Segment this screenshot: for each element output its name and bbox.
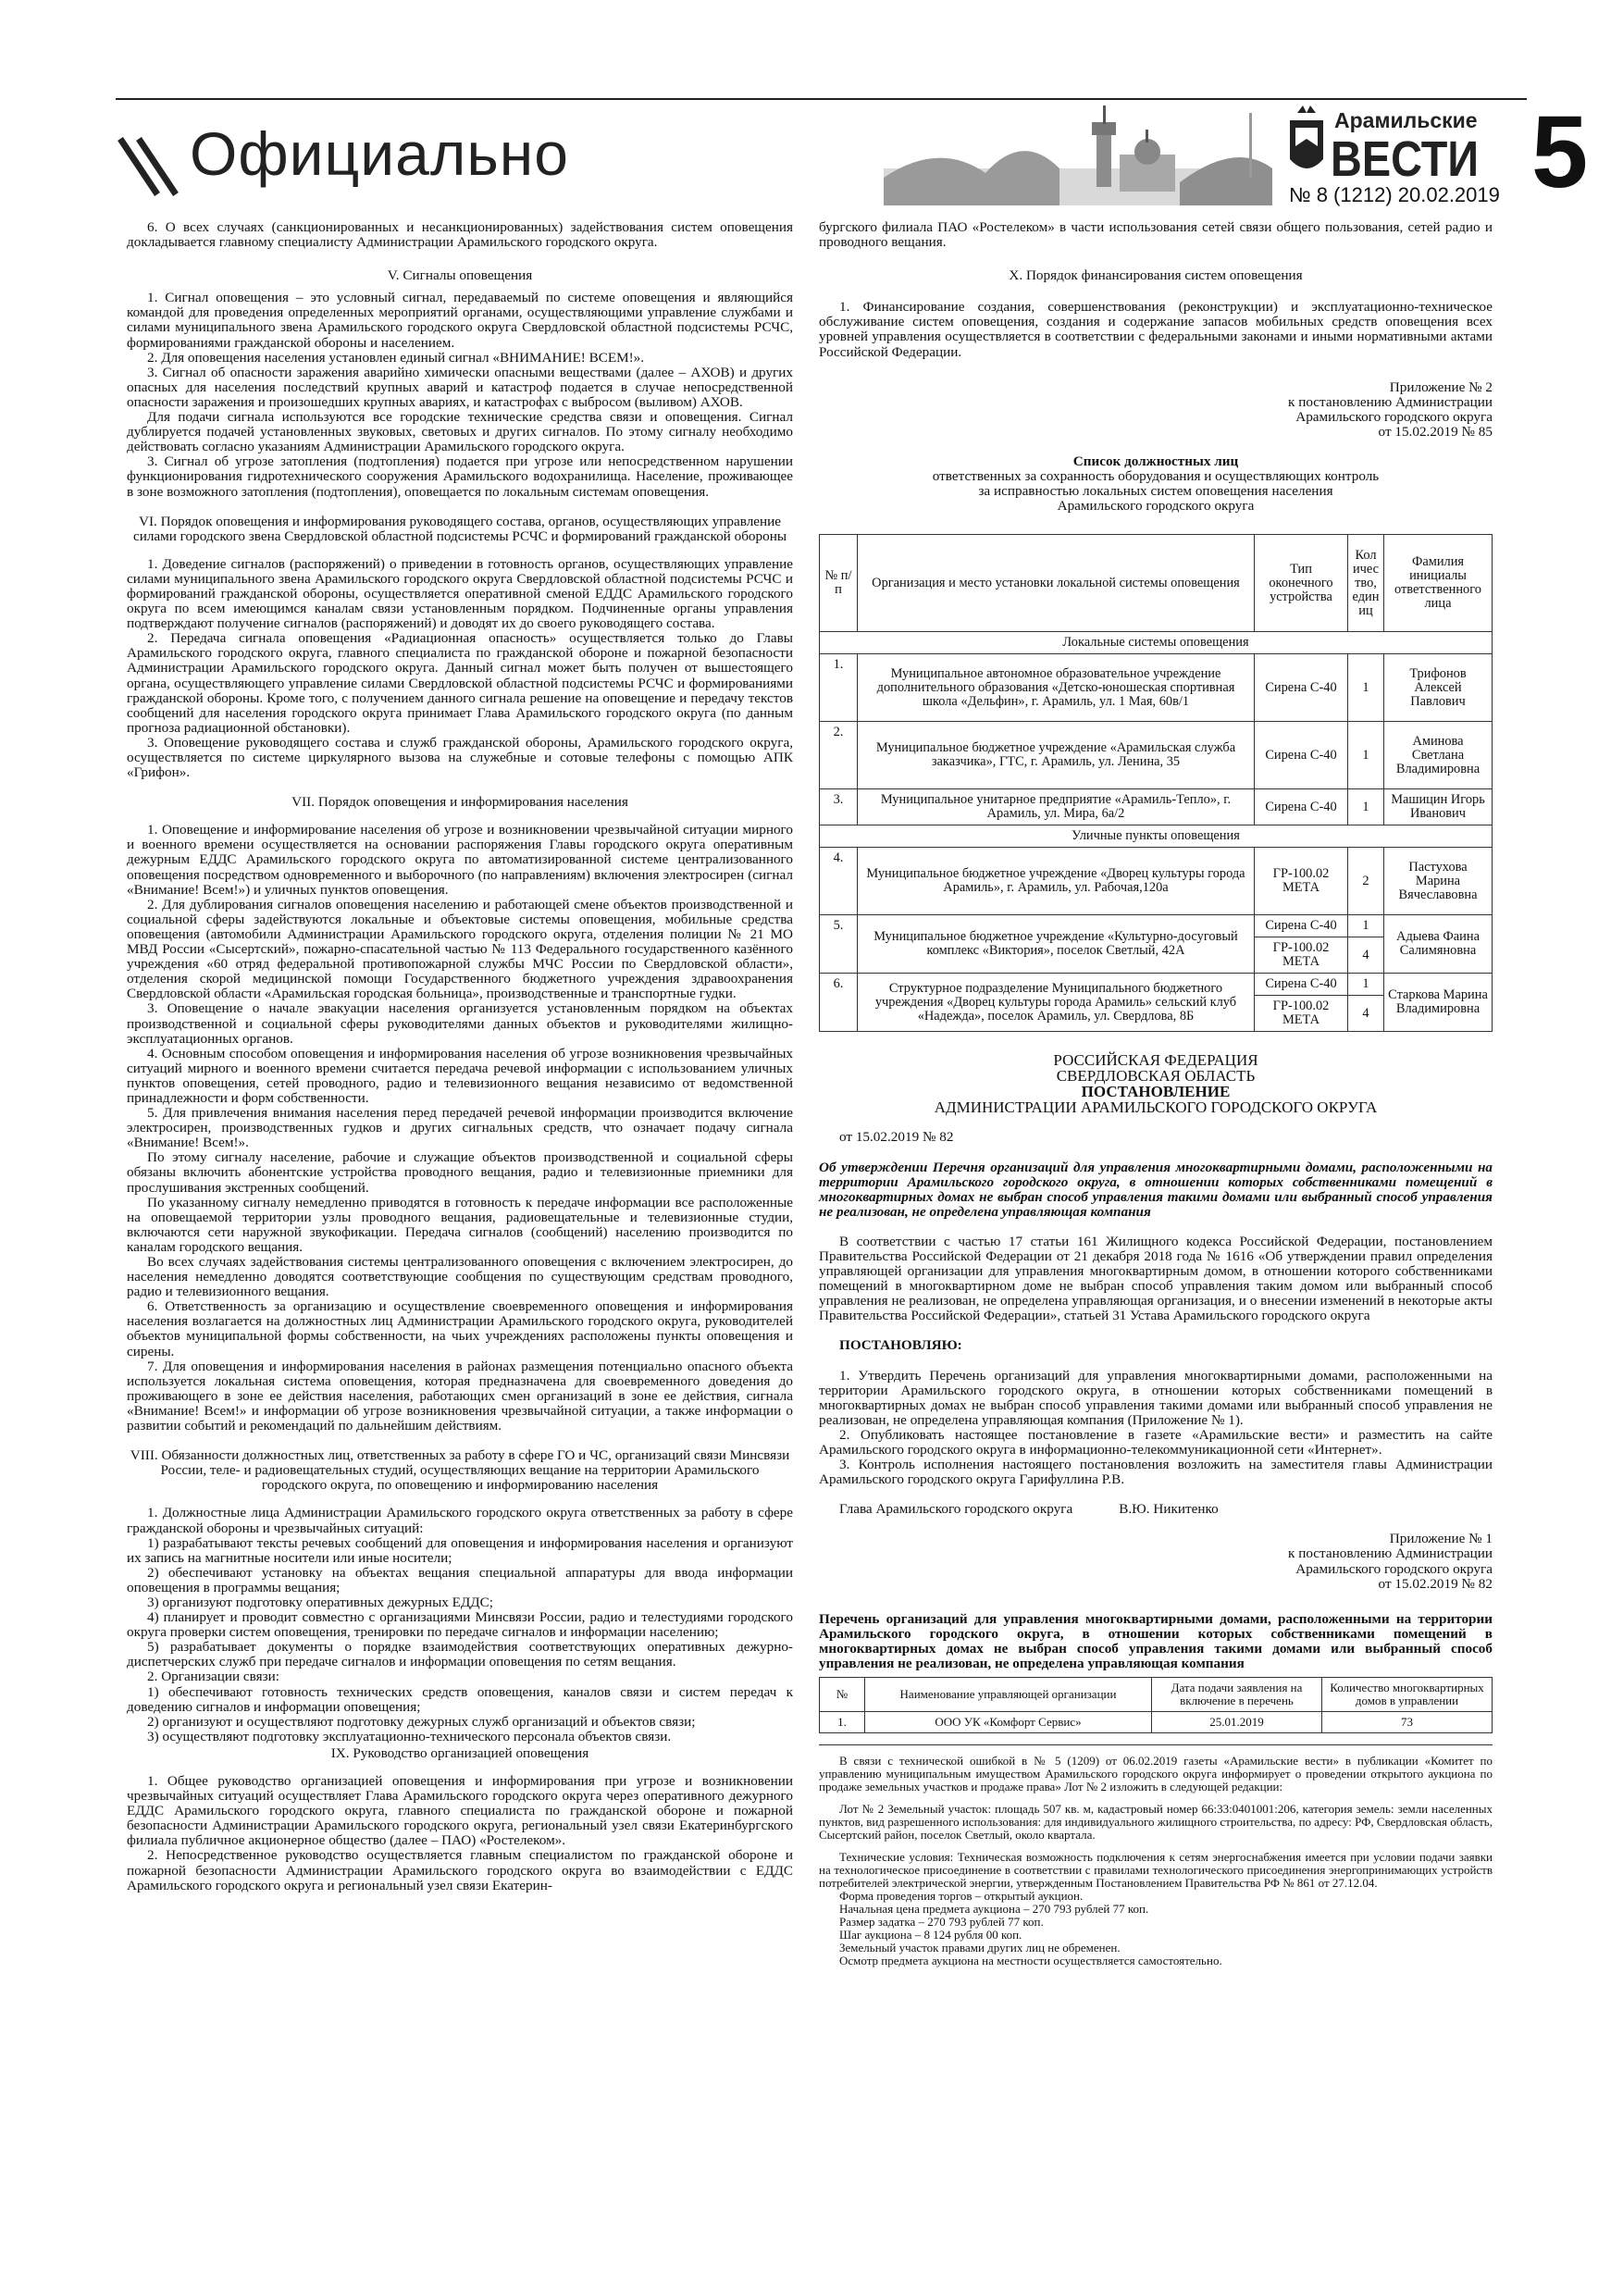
table-section-row: Уличные пункты оповещения bbox=[820, 825, 1493, 848]
paragraph: 5. Для привлечения внимания населения перед передачей речевой информации производится включение электросирен, производственных гудков и других сигнальных средств, что означает подачу сигнала «Внимание! Всем!». bbox=[127, 1105, 793, 1151]
paragraph: 1. Доведение сигналов (распоряжений) о приведении в готовность органов, осуществляющих управление силами муниципального звена Арамильского городского округа Свердловской областной подсистемы РСЧС и формирований гражданской обороны, осуществляется оперативной сменой ЕДДС Арамильского городского округа по всем имеющимся каналам связи установленным порядком. Подчиненные органы управления подтверждают получение сигналов (распоряжений) и доводят их до своего руководящего состава. bbox=[127, 555, 793, 632]
paragraph: 2. Непосредственное руководство осуществляется главным специалистом по гражданской обороне и пожарной безопасности Администрации Арамильского городского округа во взаимодействии с ЕДДС Арамильского городского округа и региональный узел связи Екатерин- bbox=[127, 1847, 793, 1893]
paragraph: 1. Утвердить Перечень организаций для управления многоквартирными домами, расположенными на территории Арамильского городского округа, в отношении которых собственниками помещений в многоквартирных домах не выбран способ управления такими домами или выбранный способ управления не реализован, не определена управляющая компания (Приложение № 1). bbox=[819, 1367, 1493, 1428]
section-heading: IX. Руководство организацией оповещения bbox=[330, 1744, 589, 1761]
paragraph: 2) организуют и осуществляют подготовку дежурных служб организаций и объектов связи; bbox=[147, 1713, 696, 1730]
paragraph: 3. Оповещение руководящего состава и служб гражданской обороны, Арамильского городского округа, осуществляется по системе циркулярного вызова на служебные и сотовые телефоны с помощью АПК «Грифон». bbox=[127, 734, 793, 781]
svg-text:Арамильские: Арамильские bbox=[1334, 108, 1478, 132]
page-header bbox=[116, 93, 1589, 213]
paragraph: 1. Финансирование создания, совершенствования (реконструкции) и эксплуатационно-техническое обслуживание систем оповещения, создания и содержание запасов мобильных средств оповещения всех уровней управления осуществляется в соответствии с федеральными законами и иными нормативными актами Российской Федерации. bbox=[819, 299, 1493, 360]
paragraph: 3. Сигнал об угрозе затопления (подтопления) подается при угрозе или непосредственном нарушении функционирования гидротехнического сооружения Арамильского водохранилища. Население, проживающее в зоне возможного затопления (подтопления), оповещается по локальным системам оповещения. bbox=[127, 453, 793, 500]
notice: В связи с технической ошибкой в № 5 (1209) от 06.02.2019 газеты «Арамильские вести» в публикации «Комитет по управлению муниципальным имуществом Арамильского городского округа информирует о проведении открытого аукциона по продаже земельных участков и продаже права» Лот № 2 изложить в следующей редакции: Лот № 2 Земельный участок: площадь 507 кв. м, кадастровый номер 66:33:0401001:206, категория земель: земли населенных пунктов, вид разрешенного использования: для индивидуального жилищного строительства, по адресу: РФ, Свердловская область, Сысертский район, поселок Светлый, около квартала. Технические условия: Техническая возможность подключения к сетям энергоснабжения имеется при условии подачи заявки на технологическое присоединение в соответствии с правилами технологического присоединения энергопринимающих устройств потребителей электрической энергии, утвержденным Постановлением Правительства РФ № 861 от 27.12.04. Форма проведения торгов – открытый аукцион. Начальная цена предмета аукциона – 270 793 рублей 77 коп. Размер задатка – 270 793 рублей 77 коп. Шаг аукциона – 8 124 рубля 00 коп. Земельный участок правами других лиц не обременен. Осмотр предмета аукциона на местности осуществляется самостоятельно. bbox=[819, 1754, 1493, 1968]
newspaper-logo bbox=[1286, 105, 1485, 180]
paragraph: 6. О всех случаях (санкционированных и несанкционированных) задействования систем оповещения докладывается главному специалисту Администрации Арамильского городского округа. bbox=[127, 219, 793, 251]
table-row: ГР-100.02 МЕТА 4 bbox=[820, 996, 1493, 1032]
paragraph: Технические условия: Техническая возможность подключения к сетям энергоснабжения имеется при условии подачи заявки на технологическое присоединение в соответствии с правилами технологического присоединения энергопринимающих устройств потребителей электрической энергии, утвержденным Постановлением Правительства РФ № 861 от 27.12.04. bbox=[819, 1850, 1493, 1891]
paragraph: Во всех случаях задействования системы централизованного оповещения с включением электросирен, до населения немедленно доводятся соответствующие сообщения по существующим средствам проводного, радио и телевизионного вещания. bbox=[127, 1254, 793, 1300]
paragraph: 2. Опубликовать настоящее постановление в газете «Арамильские вести» и разместить на сайте Арамильского городского округа в информационно-телекоммуникационной сети «Интернет». bbox=[819, 1426, 1493, 1458]
table-section-row: Локальные системы оповещения bbox=[820, 632, 1493, 654]
table-row: 6. Структурное подразделение Муниципального бюджетного учреждения «Дворец культуры города Арамиль» сельский клуб «Надежда», поселок Арамиль, ул. Свердлова, 8Б Сирена С-40 1 Старкова Марина Владимировна bbox=[820, 974, 1493, 996]
paragraph: 3. Оповещение о начале эвакуации населения организуется установленным порядком на объектах производственной и социальной сферы руководителями данных объектов и руководителями жилищно-эксплуатационных органов. bbox=[127, 1000, 793, 1047]
left-column bbox=[127, 220, 793, 1893]
paragraph: 3) организуют подготовку оперативных дежурных ЕДДС; bbox=[147, 1594, 494, 1610]
paragraph: 3) осуществляют подготовку эксплуатационно-технического персонала объектов связи. bbox=[147, 1728, 672, 1744]
table-header-row: № п/п Организация и место установки локальной системы оповещения Тип оконечного устройства Количество, единиц Фамилия инициалы ответственного лица bbox=[820, 535, 1493, 632]
paragraph: 3. Контроль исполнения настоящего постановления возложить на заместителя главы Администрации Арамильского городского округа Гарифуллина Р.В. bbox=[819, 1457, 1493, 1488]
paragraph: 5) разрабатывает документы о порядке взаимодействия соответствующих оперативных дежурно-диспетчерских служб при передаче сигналов и информации оповещения по сетям вещания. bbox=[127, 1639, 793, 1670]
paragraph: 2) обеспечивают установку на объектах вещания специальной аппаратуры для ввода информации оповещения в программы вещания; bbox=[127, 1564, 793, 1595]
table-header-row: № Наименование управляющей организации Дата подачи заявления на включение в перечень Количество многоквартирных домов в управлении bbox=[820, 1678, 1493, 1712]
table-row: 1. Муниципальное автономное образовательное учреждение дополнительного образования «Детско-юношеская спортивная школа «Дельфин», г. Арамиль, ул. 1 Мая, 60в/1 Сирена С-40 1 Трифонов Алексей Павлович bbox=[820, 654, 1493, 722]
section-heading: VI. Порядок оповещения и информирования руководящего состава, органов, осуществляющих управление силами городского звена Свердловской областной подсистемы РСЧС и формирований гражданской обороны bbox=[132, 513, 787, 544]
paragraph: 4. Основным способом оповещения и информирования населения об угрозе возникновения чрезвычайных ситуаций мирного и военного времени считается передача речевой информации с использованием уличных пунктов оповещения, сетей проводного, радио и телевизионного вещания независимо от ведомственной принадлежности и форм собственности. bbox=[127, 1045, 793, 1106]
decree-heading: РОССИЙСКАЯ ФЕДЕРАЦИЯ СВЕРДЛОВСКАЯ ОБЛАСТЬ ПОСТАНОВЛЕНИЕ АДМИНИСТРАЦИИ АРАМИЛЬСКОГО ГОРОДСКОГО ОКРУГА bbox=[934, 1051, 1378, 1117]
paragraph: 2. Для оповещения населения установлен единый сигнал «ВНИМАНИЕ! ВСЕМ!». bbox=[147, 349, 645, 366]
list2-title: Перечень организаций для управления многоквартирными домами, расположенными на территории Арамильского городского округа, в отношении которых собственниками помещений в многоквартирных домах не выбран способ управления такими домами или выбранный способ управления не реализован, не определена управляющая компания bbox=[819, 1610, 1493, 1672]
table-row: 3. Муниципальное унитарное предприятие «Арамиль-Тепло», г. Арамиль, ул. Мира, 6а/2 Сирена С-40 1 Машицин Игорь Иванович bbox=[820, 789, 1493, 825]
section-heading: VII. Порядок оповещения и информирования населения bbox=[291, 794, 628, 811]
paragraph: 1. Общее руководство организацией оповещения и информирования при угрозе и возникновении чрезвычайных ситуаций осуществляет Глава Арамильского городского округа через оперативного дежурного ЕДДС Арамильского городского округа, главного специалиста по гражданской обороне и пожарной безопасности Администрации Арамильского городского округа, региональный узел связи Екатеринбургского филиала публичное акционерное общество (далее – ПАО) «Ростелеком». bbox=[127, 1773, 793, 1849]
signature: Глава Арамильского городского округа В.Ю. Никитенко bbox=[839, 1501, 1219, 1518]
appendix-2-ref: Приложение № 2 к постановлению Администрации Арамильского городского округа от 15.02.2019 № 85 bbox=[1288, 379, 1493, 440]
section-heading: X. Порядок финансирования систем оповещения bbox=[1009, 267, 1303, 284]
paragraph: 2. Организации связи: bbox=[147, 1669, 279, 1685]
table-row: 1. ООО УК «Комфорт Сервис» 25.01.2019 73 bbox=[820, 1712, 1493, 1733]
table-row: 5. Муниципальное бюджетное учреждение «Культурно-досуговый комплекс «Виктория», поселок Светлый, 42А Сирена С-40 1 Адыева Фаина Салимяновна bbox=[820, 915, 1493, 937]
header-rule bbox=[116, 98, 1527, 100]
section-heading: VIII. Обязанности должностных лиц, ответственных за работу в сфере ГО и ЧС, организаций связи Минсвязи России, теле- и радиовещательных студий, осуществляющих вещание на территории Арамильского городского округа, по оповещению и информированию населения bbox=[130, 1447, 790, 1494]
list-title: Список должностных лиц bbox=[1072, 453, 1239, 470]
paragraph: 1. Сигнал оповещения – это условный сигнал, передаваемый по системе оповещения и являющийся командой для проведения определенных мероприятий органами, осуществляющими управление службами и силами муниципального звена Арамильского городского округа Свердловской областной подсистемы РСЧС, формированиями гражданской обороны и населением. bbox=[127, 290, 793, 351]
decree-date: от 15.02.2019 № 82 bbox=[839, 1129, 954, 1146]
paragraph: 2. Передача сигнала оповещения «Радиационная опасность» осуществляется только до Главы Арамильского городского округа, главного специалиста по гражданской обороне и пожарной безопасности Администрации Арамильского городского округа. Данный сигнал может быть получен от вышестоящего органа, осуществляющего управление силами Свердловской областной подсистемы РСЧС и формированиями гражданской обороны. Кроме того, с получением данного сигнала решение на оповещение и передачу текстов сообщений для населения городского округа принимает Глава Арамильского городского округа (по данным прогноза радиационной обстановки). bbox=[127, 630, 793, 736]
section-heading: V. Сигналы оповещения bbox=[387, 267, 533, 284]
paragraph: 1. Должностные лица Администрации Арамильского городского округа ответственных за работу в сфере гражданской обороны и чрезвычайных ситуаций: bbox=[127, 1505, 793, 1536]
paragraph: 4) планирует и проводит совместно с организациями Минсвязи России, радио и телестудиями городского округа проверки систем оповещения, тренировки по передаче сигналов и информации населению; bbox=[127, 1609, 793, 1641]
decree-subject: Об утверждении Перечня организаций для управления многоквартирными домами, расположенными на территории Арамильского городского округа, в отношении которых собственниками помещений в многоквартирных домах не выбран способ управления такими домами или выбранный способ управления не реализован, не определена управляющая компания bbox=[819, 1159, 1493, 1220]
responsible-persons-table bbox=[819, 534, 1493, 1032]
paragraph: Для подачи сигнала используются все городские технические средства связи и оповещения. Сигнал дублируется подачей установленных звуковых, световых и других сигналов. По этому сигналу необходимо действовать согласно указаниям Администрации Арамильского городского округа. bbox=[127, 409, 793, 455]
svg-text:ВЕСТИ: ВЕСТИ bbox=[1331, 131, 1479, 180]
page-number: 5 bbox=[1531, 95, 1589, 209]
paragraph: 7. Для оповещения и информирования населения в районах размещения потенциально опасного объекта используется локальная система оповещения, которая предназначена для своевременного доведения до проживающего в зоне ее действия населения, работающих смен организаций в зоне ее действия, сигнала «Внимание! Всем!» и информации об угрозе возникновения чрезвычайной ситуации, а также информации о развитии событий и рекомендаций по дальнейшим действиям. bbox=[127, 1358, 793, 1434]
paragraph: В соответствии с частью 17 статьи 161 Жилищного кодекса Российской Федерации, постановлением Правительства Российской Федерации от 21 декабря 2018 года № 1616 «Об утверждении правил определения управляющей организации для управления многоквартирным домом, в отношении которого собственниками помещений в многоквартирном доме не выбран способ управления таким домом или выбранный способ управления не реализован, не определена управляющая организация, и о внесении изменений в некоторые акты Правительства Российской Федерации», статьей 31 Устава Арамильского городского округа bbox=[819, 1233, 1493, 1324]
church-photo bbox=[884, 104, 1272, 205]
paragraph: По указанному сигналу немедленно приводятся в готовность к передаче информации все расположенные на оповещаемой территории узлы проводного вещания, радиовещательные и телевизионные студии, включаются сети наружной звукофикации. Передача сигналов (сообщений) населению производится по каналам городского вещания. bbox=[127, 1194, 793, 1255]
paragraph: бургского филиала ПАО «Ростелеком» в части использования сетей связи общего пользования, сетей радио и проводного вещания. bbox=[819, 219, 1493, 251]
paragraph: В связи с технической ошибкой в № 5 (1209) от 06.02.2019 газеты «Арамильские вести» в публикации «Комитет по управлению муниципальным имуществом Арамильского городского округа информирует о проведении открытого аукциона по продаже земельных участков и продаже права» Лот № 2 изложить в следующей редакции: bbox=[819, 1754, 1493, 1794]
paragraph: 3. Сигнал об опасности заражения аварийно химически опасными веществами (далее – АХОВ) и других опасных для населения последствий крупных аварий и катастроф подается в случае непосредственной опасности заражения и произошедших крупных авариях, и катастрофах с выбросом (выливом) АХОВ. bbox=[127, 364, 793, 410]
paragraph: 1) разрабатывают тексты речевых сообщений для оповещения и информирования населения и организуют их запись на магнитные носители или иные носители; bbox=[127, 1534, 793, 1566]
decree-keyword: ПОСТАНОВЛЯЮ: bbox=[839, 1337, 962, 1354]
table-row: 2. Муниципальное бюджетное учреждение «Арамильская служба заказчика», ГТС, г. Арамиль, ул. Ленина, 35 Сирена С-40 1 Аминова Светлана Владимировна bbox=[820, 722, 1493, 789]
paragraph: 6. Ответственность за организацию и осуществление своевременного оповещения и информирования населения возлагается на должностных лиц Администрации Арамильского городского округа, руководителей объектов муниципальной формы собственности, на чьих учреждениях расположены пункты оповещения и сирены. bbox=[127, 1298, 793, 1359]
right-column bbox=[819, 220, 1493, 1967]
issue-number: № 8 (1212) 20.02.2019 bbox=[1289, 183, 1500, 206]
table-row: ГР-100.02 МЕТА 4 bbox=[820, 937, 1493, 974]
list-subtitle: ответственных за сохранность оборудования и осуществляющих контроль за исправностью локальных систем оповещения населения Арамильского городского округа bbox=[932, 468, 1380, 515]
section-title: Официально bbox=[190, 119, 569, 188]
appendix-1-ref: Приложение № 1 к постановлению Администрации Арамильского городского округа от 15.02.2019 № 82 bbox=[1288, 1531, 1493, 1592]
paragraph: По этому сигналу население, рабочие и служащие объектов производственной и социальной сферы обязаны включить абонентские устройства проводного вещания, радио и телевизионные приемники для прослушивания экстренных сообщений. bbox=[127, 1149, 793, 1196]
management-companies-table bbox=[819, 1677, 1493, 1733]
paragraph: Лот № 2 Земельный участок: площадь 507 кв. м, кадастровый номер 66:33:0401001:206, категория земель: земли населенных пунктов, вид разрешенного использования: для индивидуального жилищного строительства, по адресу: РФ, Свердловская область, Сысертский район, поселок Светлый, около квартала. bbox=[819, 1802, 1493, 1843]
paragraph: 1) обеспечивают готовность технических средств оповещения, каналов связи и систем передач к доведению сигналов и информации оповещения; bbox=[127, 1683, 793, 1715]
paragraph: 1. Оповещение и информирование населения об угрозе и возникновении чрезвычайной ситуации мирного и военного времени осуществляется на основании распоряжения Главы городского округа оперативным дежурным ЕДДС Арамильского городского округа по автоматизированной системе централизованного оповещения посредством одновременного и выборочного (по направлениям) включения электросирен (сигнал «Внимание! Всем!») и уличных пунктов оповещения. bbox=[127, 822, 793, 898]
paragraph: 2. Для дублирования сигналов оповещения населению и работающей смене объектов производственной и социальной сферы задействуются локальные и объектовые системы оповещения, мобильные средства оповещения (автомобили Администрации Арамильского городского округа, отделения полиции № 21 МО МВД России «Сысертский», пожарно-спасательной частью № 113 Федерального государственного казённого учреждения «60 отряд федеральной противопожарной службы МЧС России по Свердловской области», отделения скорой медицинской помощи Государственного бюджетного учреждения здравоохранения Свердловской области «Арамильская городская больница», производственные и транспортные гудки. bbox=[127, 896, 793, 1002]
double-slash-icon bbox=[116, 130, 180, 204]
table-row: 4. Муниципальное бюджетное учреждение «Дворец культуры города Арамиль», г. Арамиль, ул. Рабочая,120а ГР-100.02 МЕТА 2 Пастухова Марина Вячеславовна bbox=[820, 848, 1493, 915]
